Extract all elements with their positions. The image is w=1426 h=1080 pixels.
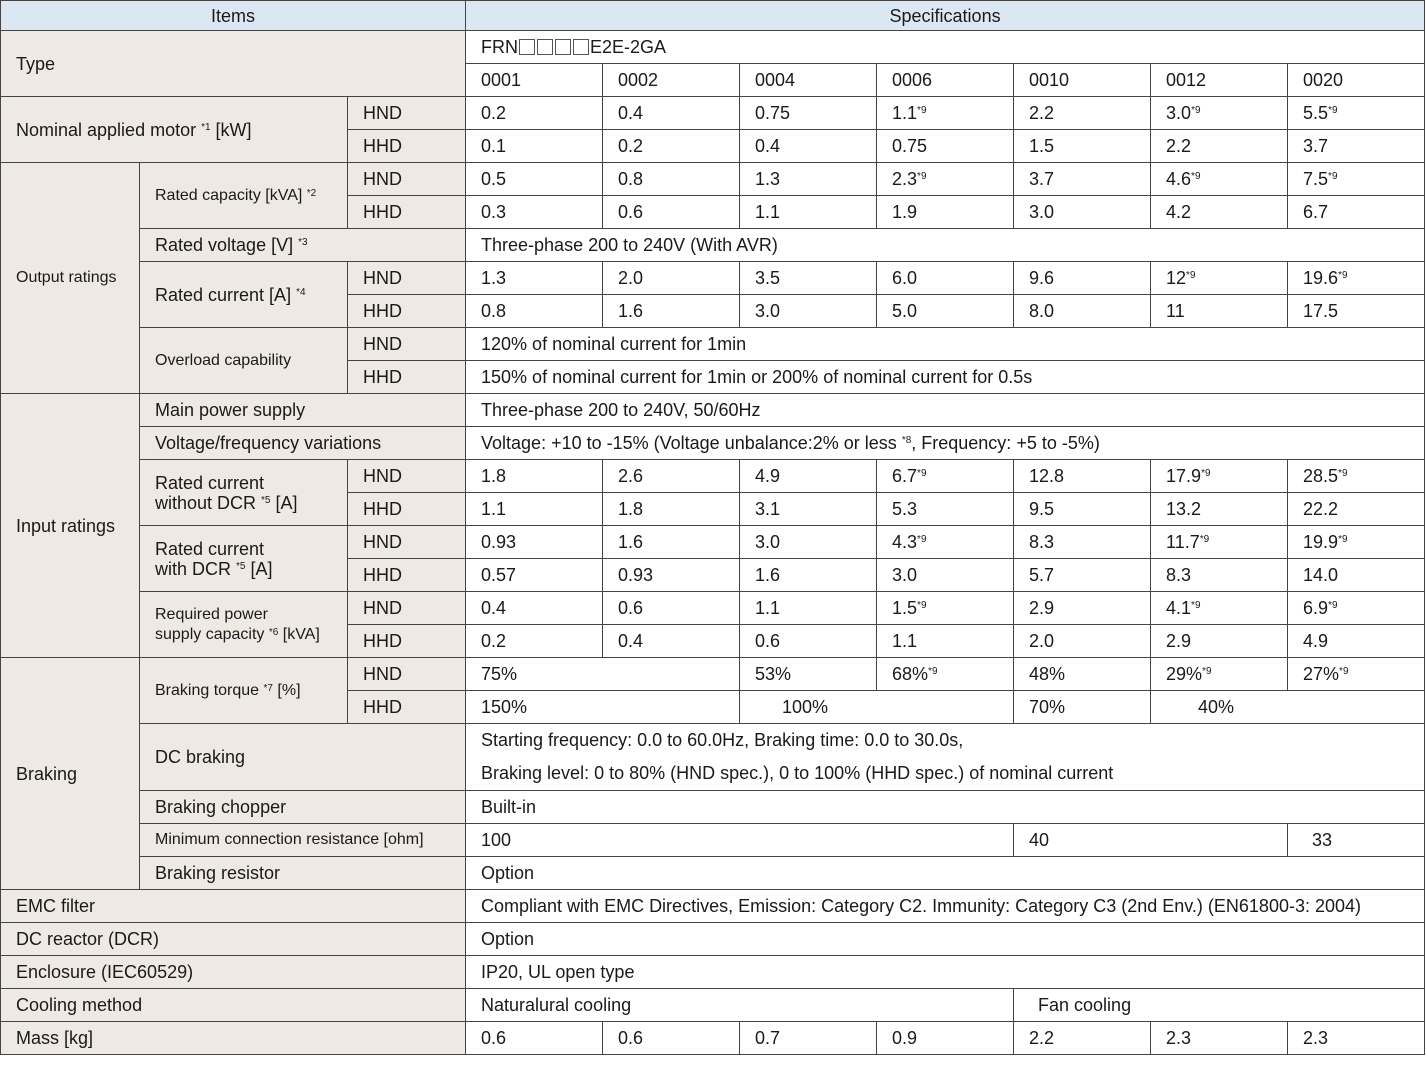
value-cell: 2.6 <box>603 460 740 493</box>
value-cell: 12.8 <box>1014 460 1151 493</box>
model-suffix: E2E-2GA <box>590 37 667 57</box>
value-cell: 2.9 <box>1014 592 1151 625</box>
placeholder-box-icon <box>537 39 553 55</box>
current-with-dcr-label: Rated current with DCR $^{*5}$ [A] <box>140 526 348 592</box>
value-cell: 1.5 <box>1014 130 1151 163</box>
value-cell: 5.5$^{*9}$ <box>1288 97 1425 130</box>
value-cell: 9.5 <box>1014 493 1151 526</box>
model-0001: 0001 <box>466 64 603 97</box>
value-cell: 3.0 <box>877 559 1014 592</box>
value-cell: 0.93 <box>466 526 603 559</box>
value-cell: 0.9 <box>877 1022 1014 1055</box>
value-cell: 4.9 <box>740 460 877 493</box>
variations-label: Voltage/frequency variations <box>140 427 466 460</box>
dc-braking-line2: Braking level: 0 to 80% (HND spec.), 0 to 100% (HHD spec.) of nominal current <box>466 756 1425 791</box>
cooling-natural: Naturalural cooling <box>466 989 1014 1022</box>
rated-capacity-label: Rated capacity [kVA] $^{*2}$ <box>140 163 348 229</box>
braking-torque-label: Braking torque $^{*7}$ [%] <box>140 658 348 724</box>
value-cell: 19.9$^{*9}$ <box>1288 526 1425 559</box>
value-cell: 11 <box>1151 295 1288 328</box>
model-prefix: FRN <box>481 37 519 57</box>
value-cell: 48% <box>1014 658 1151 691</box>
main-power-label: Main power supply <box>140 394 466 427</box>
cooling-row <box>1 989 1425 1022</box>
value-cell: 100 <box>466 824 1014 857</box>
power-capacity-label: Required power supply capacity $^{*6}$ [kVA] <box>140 592 348 658</box>
value-cell: 7.5$^{*9}$ <box>1288 163 1425 196</box>
value-cell: 0.75 <box>740 97 877 130</box>
model-0012: 0012 <box>1151 64 1288 97</box>
value-cell: 0.4 <box>740 130 877 163</box>
value-cell: 4.9 <box>1288 625 1425 658</box>
value-cell: 6.7 <box>1288 196 1425 229</box>
value-cell: 1.6 <box>740 559 877 592</box>
grade-hnd: HND <box>348 460 466 493</box>
value-cell: 3.7 <box>1288 130 1425 163</box>
dc-braking-row <box>1 724 1425 757</box>
value-cell: 3.0 <box>740 295 877 328</box>
value-cell: 0.8 <box>603 163 740 196</box>
value-cell: 4.2 <box>1151 196 1288 229</box>
model-0002: 0002 <box>603 64 740 97</box>
value-cell: 2.9 <box>1151 625 1288 658</box>
braking-resistor-row <box>1 857 1425 890</box>
value-cell: 0.6 <box>740 625 877 658</box>
variations-row <box>1 427 1425 460</box>
type-row <box>1 31 1425 64</box>
value-cell: 13.2 <box>1151 493 1288 526</box>
grade-hnd: HND <box>348 97 466 130</box>
value-cell: 0.6 <box>603 592 740 625</box>
value-cell: 5.0 <box>877 295 1014 328</box>
specifications-header: Specifications <box>466 1 1425 31</box>
value-cell: 0.2 <box>603 130 740 163</box>
min-resistance-label: Minimum connection resistance [ohm] <box>140 824 466 857</box>
value-cell: 6.0 <box>877 262 1014 295</box>
value-cell: 2.0 <box>1014 625 1151 658</box>
placeholder-box-icon <box>573 39 589 55</box>
value-cell: 70% <box>1014 691 1151 724</box>
value-cell: 0.4 <box>466 592 603 625</box>
value-cell: 1.8 <box>466 460 603 493</box>
value-cell: 0.2 <box>466 625 603 658</box>
rated-current-hnd-row <box>1 262 1425 295</box>
rated-voltage-label: Rated voltage [V] $^{*3}$ <box>140 229 466 262</box>
enclosure-label: Enclosure (IEC60529) <box>1 956 466 989</box>
value-cell: 3.0 <box>1014 196 1151 229</box>
cooling-label: Cooling method <box>1 989 466 1022</box>
value-cell: 27%$^{*9}$ <box>1288 658 1425 691</box>
value-cell: 19.6$^{*9}$ <box>1288 262 1425 295</box>
grade-hhd: HHD <box>348 493 466 526</box>
grade-hhd: HHD <box>348 361 466 394</box>
overload-label: Overload capability <box>140 328 348 394</box>
value-cell: 40 <box>1014 824 1288 857</box>
braking-resistor-label: Braking resistor <box>140 857 466 890</box>
value-cell: 1.9 <box>877 196 1014 229</box>
value-cell: 68%$^{*9}$ <box>877 658 1014 691</box>
value-cell: 8.0 <box>1014 295 1151 328</box>
value-cell: 0.6 <box>466 1022 603 1055</box>
braking-resistor-value: Option <box>466 857 1425 890</box>
value-cell: 6.9$^{*9}$ <box>1288 592 1425 625</box>
grade-hnd: HND <box>348 658 466 691</box>
grade-hhd: HHD <box>348 691 466 724</box>
rated-current-label: Rated current [A] $^{*4}$ <box>140 262 348 328</box>
value-cell: 0.2 <box>466 97 603 130</box>
value-cell: 9.6 <box>1014 262 1151 295</box>
value-cell: 2.2 <box>1014 1022 1151 1055</box>
nominal-motor-label: Nominal applied motor $^{*1}$ [kW] <box>1 97 348 163</box>
value-cell: 40% <box>1151 691 1425 724</box>
placeholder-box-icon <box>555 39 571 55</box>
enclosure-row <box>1 956 1425 989</box>
value-cell: 5.3 <box>877 493 1014 526</box>
value-cell: 2.0 <box>603 262 740 295</box>
value-cell: 2.3 <box>1151 1022 1288 1055</box>
power-capacity-hnd-row <box>1 592 1425 625</box>
value-cell: 22.2 <box>1288 493 1425 526</box>
value-cell: 2.3 <box>1288 1022 1425 1055</box>
value-cell: 0.4 <box>603 625 740 658</box>
current-with-dcr-hnd-row <box>1 526 1425 559</box>
dcr-row <box>1 923 1425 956</box>
emc-row <box>1 890 1425 923</box>
braking-label: Braking <box>1 658 140 890</box>
value-cell: 5.7 <box>1014 559 1151 592</box>
emc-label: EMC filter <box>1 890 466 923</box>
dcr-label: DC reactor (DCR) <box>1 923 466 956</box>
grade-hhd: HHD <box>348 295 466 328</box>
value-cell: 3.7 <box>1014 163 1151 196</box>
value-cell: 0.6 <box>603 196 740 229</box>
model-0010: 0010 <box>1014 64 1151 97</box>
grade-hnd: HND <box>348 262 466 295</box>
value-cell: 150% <box>466 691 740 724</box>
value-cell: 1.6 <box>603 295 740 328</box>
value-cell: 29%$^{*9}$ <box>1151 658 1288 691</box>
value-cell: 17.5 <box>1288 295 1425 328</box>
value-cell: 3.1 <box>740 493 877 526</box>
model-name <box>466 31 1425 64</box>
value-cell: 8.3 <box>1014 526 1151 559</box>
type-label: Type <box>1 31 466 97</box>
grade-hhd: HHD <box>348 196 466 229</box>
braking-chopper-value: Built-in <box>466 791 1425 824</box>
value-cell: 0.6 <box>603 1022 740 1055</box>
value-cell: 1.1 <box>740 592 877 625</box>
enclosure-value: IP20, UL open type <box>466 956 1425 989</box>
value-cell: 75% <box>466 658 740 691</box>
rated-voltage-value: Three-phase 200 to 240V (With AVR) <box>466 229 1425 262</box>
input-ratings-label: Input ratings <box>1 394 140 658</box>
value-cell: 1.1$^{*9}$ <box>877 97 1014 130</box>
value-cell: 0.4 <box>603 97 740 130</box>
dcr-value: Option <box>466 923 1425 956</box>
value-cell: 0.8 <box>466 295 603 328</box>
value-cell: 0.5 <box>466 163 603 196</box>
variations-value: Voltage: +10 to -15% (Voltage unbalance:2% or less $^{*8}$, Frequency: +5 to -5%) <box>466 427 1425 460</box>
overload-hnd-value: 120% of nominal current for 1min <box>466 328 1425 361</box>
min-resistance-row <box>1 824 1425 857</box>
header-row <box>1 1 1425 31</box>
placeholder-box-icon <box>519 39 535 55</box>
value-cell: 1.1 <box>466 493 603 526</box>
main-power-value: Three-phase 200 to 240V, 50/60Hz <box>466 394 1425 427</box>
rated-voltage-row <box>1 229 1425 262</box>
value-cell: 0.93 <box>603 559 740 592</box>
output-ratings-label: Output ratings <box>1 163 140 394</box>
items-header: Items <box>1 1 466 31</box>
value-cell: 2.2 <box>1151 130 1288 163</box>
value-cell: 0.75 <box>877 130 1014 163</box>
value-cell: 1.1 <box>740 196 877 229</box>
value-cell: 11.7$^{*9}$ <box>1151 526 1288 559</box>
grade-hnd: HND <box>348 592 466 625</box>
rated-capacity-hnd-row <box>1 163 1425 196</box>
braking-torque-hnd-row <box>1 658 1425 691</box>
value-cell: 0.7 <box>740 1022 877 1055</box>
value-cell: 6.7$^{*9}$ <box>877 460 1014 493</box>
value-cell: 33 <box>1288 824 1425 857</box>
value-cell: 4.3$^{*9}$ <box>877 526 1014 559</box>
model-0020: 0020 <box>1288 64 1425 97</box>
cooling-fan: Fan cooling <box>1014 989 1425 1022</box>
value-cell: 4.1$^{*9}$ <box>1151 592 1288 625</box>
grade-hnd: HND <box>348 163 466 196</box>
grade-hhd: HHD <box>348 130 466 163</box>
value-cell: 12$^{*9}$ <box>1151 262 1288 295</box>
grade-hhd: HHD <box>348 559 466 592</box>
dc-braking-line1: Starting frequency: 0.0 to 60.0Hz, Braking time: 0.0 to 30.0s, <box>466 724 1425 757</box>
value-cell: 4.6$^{*9}$ <box>1151 163 1288 196</box>
value-cell: 17.9$^{*9}$ <box>1151 460 1288 493</box>
value-cell: 0.57 <box>466 559 603 592</box>
value-cell: 1.5$^{*9}$ <box>877 592 1014 625</box>
value-cell: 0.3 <box>466 196 603 229</box>
braking-chopper-row <box>1 791 1425 824</box>
main-power-row <box>1 394 1425 427</box>
value-cell: 3.0$^{*9}$ <box>1151 97 1288 130</box>
mass-row <box>1 1022 1425 1055</box>
value-cell: 2.2 <box>1014 97 1151 130</box>
overload-hhd-value: 150% of nominal current for 1min or 200% of nominal current for 0.5s <box>466 361 1425 394</box>
value-cell: 53% <box>740 658 877 691</box>
value-cell: 1.3 <box>740 163 877 196</box>
overload-hnd-row <box>1 328 1425 361</box>
mass-label: Mass [kg] <box>1 1022 466 1055</box>
grade-hnd: HND <box>348 328 466 361</box>
emc-value: Compliant with EMC Directives, Emission: Category C2. Immunity: Category C3 (2nd Env.) (EN61800-3: 2004) <box>466 890 1425 923</box>
value-cell: 14.0 <box>1288 559 1425 592</box>
value-cell: 1.8 <box>603 493 740 526</box>
dc-braking-label: DC braking <box>140 724 466 791</box>
model-0004: 0004 <box>740 64 877 97</box>
value-cell: 8.3 <box>1151 559 1288 592</box>
current-without-dcr-label: Rated current without DCR $^{*5}$ [A] <box>140 460 348 526</box>
value-cell: 28.5$^{*9}$ <box>1288 460 1425 493</box>
grade-hhd: HHD <box>348 625 466 658</box>
value-cell: 0.1 <box>466 130 603 163</box>
value-cell: 1.3 <box>466 262 603 295</box>
grade-hnd: HND <box>348 526 466 559</box>
model-0006: 0006 <box>877 64 1014 97</box>
value-cell: 1.6 <box>603 526 740 559</box>
value-cell: 3.5 <box>740 262 877 295</box>
value-cell: 1.1 <box>877 625 1014 658</box>
current-without-dcr-hnd-row <box>1 460 1425 493</box>
value-cell: 2.3$^{*9}$ <box>877 163 1014 196</box>
value-cell: 3.0 <box>740 526 877 559</box>
braking-chopper-label: Braking chopper <box>140 791 466 824</box>
nominal-motor-hnd-row <box>1 97 1425 130</box>
value-cell: 100% <box>740 691 1014 724</box>
